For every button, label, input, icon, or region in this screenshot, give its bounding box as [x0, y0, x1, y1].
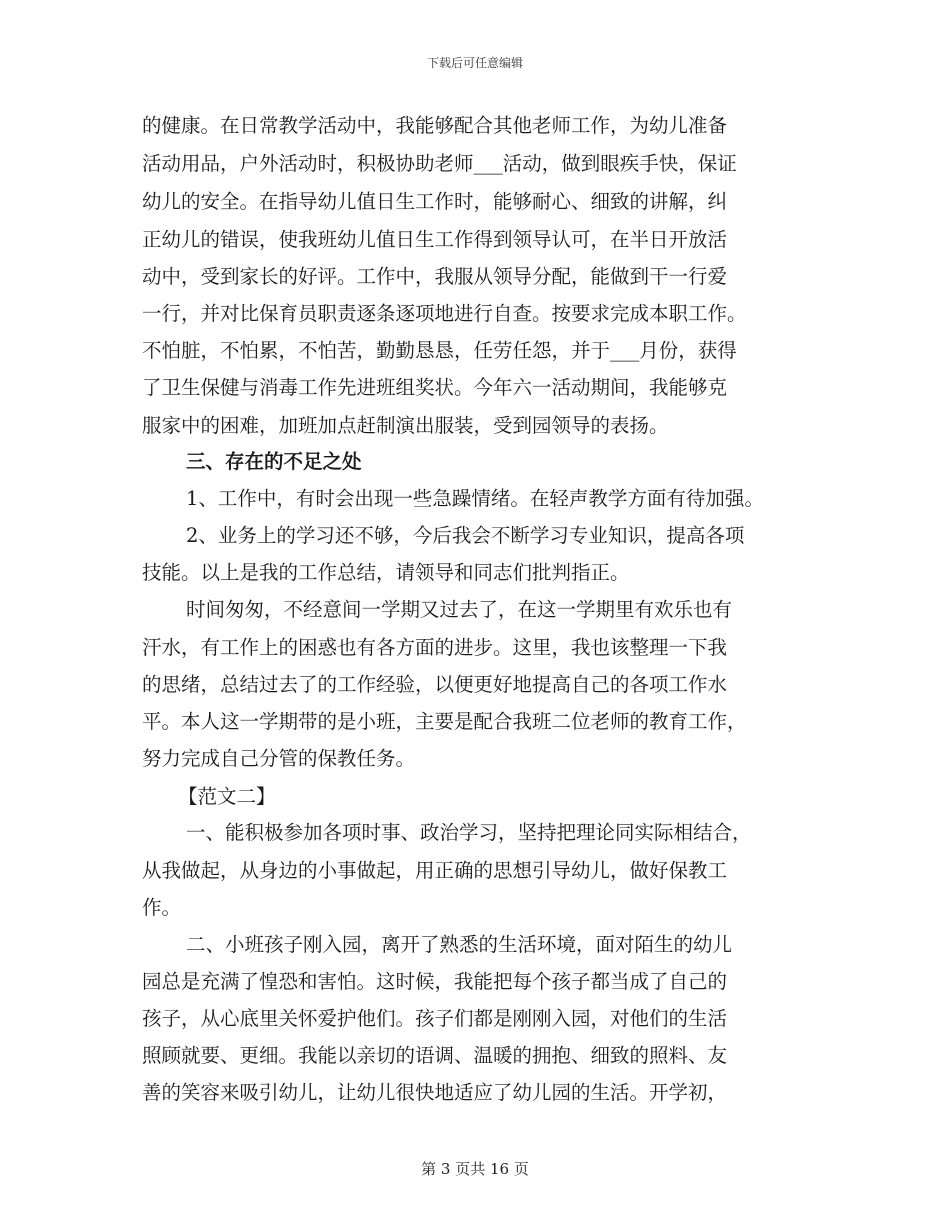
text-line: 服家中的困难，加班加点赶制演出服装，受到园领导的表扬。 [142, 414, 669, 437]
text-line: 作。 [142, 896, 182, 919]
page-footer: 第 3 页共 16 页 [421, 1160, 529, 1178]
text-line: 二、小班孩子刚入园，离开了熟悉的生活环境，面对陌生的幼儿 [186, 933, 733, 956]
text-line: 从我做起，从身边的小事做起，用正确的思想引导幼儿，做好保教工 [142, 859, 728, 882]
text-line: 的思绪，总结过去了的工作经验，以便更好地提高自己的各项工作水 [142, 673, 728, 696]
text-line: 技能。以上是我的工作总结，请领导和同志们批判指正。 [142, 561, 630, 584]
text-line: 不怕脏，不怕累，不怕苦，勤勤恳恳，任劳任怨，并于___月份，获得 [142, 339, 737, 362]
text-line: 的健康。在日常教学活动中，我能够配合其他老师工作，为幼儿准备 [142, 114, 728, 137]
section-heading: 三、存在的不足之处 [186, 450, 362, 473]
text-line: 汗水，有工作上的困惑也有各方面的进步。这里，我也该整理一下我 [142, 636, 728, 659]
text-line: 1、工作中，有时会出现一些急躁情绪。在轻声教学方面有待加强。 [186, 487, 764, 510]
text-line: 正幼儿的错误，使我班幼儿值日生工作得到领导认可，在半日开放活 [142, 228, 728, 251]
text-line: 园总是充满了惶恐和害怕。这时候，我能把每个孩子都当成了自己的 [142, 970, 728, 993]
text-line: 孩子，从心底里关怀爱护他们。孩子们都是刚刚入园，对他们的生活 [142, 1007, 728, 1030]
text-line: 时间匆匆，不经意间一学期又过去了，在这一学期里有欢乐也有 [186, 598, 733, 621]
text-line: 努力完成自己分管的保教任务。 [142, 747, 416, 770]
text-line: 一、能积极参加各项时事、政治学习，坚持把理论同实际相结合， [186, 821, 752, 844]
text-line: 了卫生保健与消毒工作先进班组奖状。今年六一活动期间，我能够克 [142, 376, 728, 399]
text-line: 一行，并对比保育员职责逐条逐项地进行自查。按要求完成本职工作。 [142, 302, 747, 325]
text-line: 善的笑容来吸引幼儿，让幼儿很快地适应了幼儿园的生活。开学初， [142, 1081, 728, 1104]
text-line: 活动用品，户外活动时，积极协助老师___活动，做到眼疾手快，保证 [142, 152, 737, 175]
text-line: 平。本人这一学期带的是小班，主要是配合我班二位老师的教育工作， [142, 710, 747, 733]
sample-heading: 【范文二】 [178, 785, 276, 808]
text-line: 2、业务上的学习还不够，今后我会不断学习专业知识，提高各项 [186, 524, 745, 547]
page-header: 下载后可任意编辑 [426, 56, 523, 70]
text-line: 动中，受到家长的好评。工作中，我服从领导分配，能做到干一行爱 [142, 265, 728, 288]
text-line: 照顾就要、更细。我能以亲切的语调、温暖的拥抱、细致的照料、友 [142, 1044, 728, 1067]
text-line: 幼儿的安全。在指导幼儿值日生工作时，能够耐心、细致的讲解，纠 [142, 190, 728, 213]
